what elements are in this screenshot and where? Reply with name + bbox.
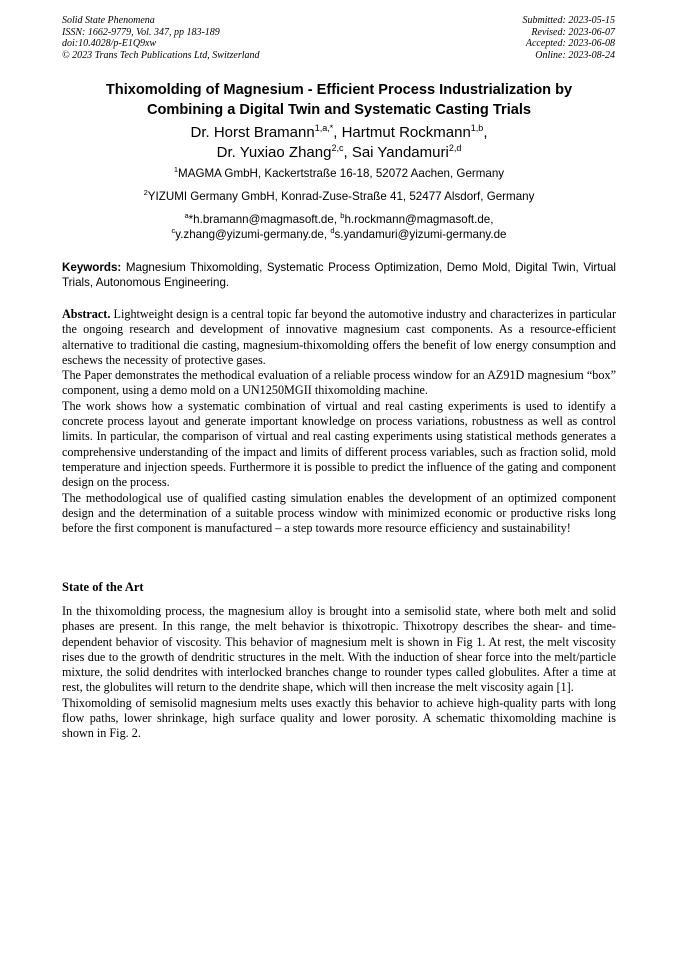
email-list: $^a$*h.bramann@magmasoft.de, $^b$h.rockmann@magmasoft.de, $^c$y.zhang@yizumi-germany.de, $^d$s.yandamuri@yizumi-germany.de	[171, 211, 507, 241]
keywords-label: Keywords:	[62, 261, 122, 274]
email-marker: b	[340, 211, 345, 220]
title-line-1: Thixomolding of Magnesium - Efficient Process Industrialization by	[105, 82, 573, 98]
journal-copyright: © 2023 Trans Tech Publications Ltd, Switzerland	[62, 49, 260, 61]
abstract-paragraph: The Paper demonstrates the methodical evaluation of a reliable process window for an AZ91D magnesium “box” component, using a demo mold on a UN1250MGII thixomolding machine.	[62, 368, 616, 398]
journal-info	[62, 15, 260, 61]
author-affil-marker: 2,d	[448, 142, 462, 153]
author-name: Sai Yandamuri	[351, 143, 449, 161]
email-marker: a	[184, 211, 189, 220]
affiliation-text: YIZUMI Germany GmbH, Konrad-Zuse-Straße 41, 52477 Alsdorf, Germany	[147, 190, 535, 203]
section-paragraph: Thixomolding of semisolid magnesium melts uses exactly this behavior to achieve high-quality parts with long flow paths, lower shrinkage, high surface quality and lower porosity. A schematic thixomolding machine is shown in Fig. 2.	[62, 695, 616, 741]
email-link[interactable]: *h.bramann@magmasoft.de	[188, 213, 334, 226]
author-affil-marker: 1,b	[470, 123, 484, 133]
author-name: Hartmut Rockmann	[341, 124, 471, 141]
abstract-label: Abstract.	[62, 307, 111, 321]
date-accepted: Accepted: 2023-06-08	[525, 38, 615, 50]
email-link[interactable]: h.rockmann@magmasoft.de	[344, 213, 491, 226]
abstract-text: Lightweight design is a central topic far beyond the automotive industry and characterizes in particular the ongoing research and development of innovative magnesium cast components. As a resource-efficient alternative to traditional die casting, magnesium-thixomolding offers the benefit of low energy consumption and eschews the necessity of protective gases.	[62, 307, 617, 367]
paper-title	[62, 81, 616, 120]
abstract-paragraph: The methodological use of qualified casting simulation enables the development of an optimized component design and the determination of a suitable process window with minimized economic or productive risks long before the first component is manufactured – a step towards more resource efficiency and sustainability!	[62, 490, 616, 536]
abstract-paragraph: The work shows how a systematic combination of virtual and real casting experiments is used to identify a concrete process layout and generate important knowledge on process variations, robustness as well as control limits. In particular, the comparison of virtual and real casting experiments using statistical methods generates a comprehensive understanding of the impact and limits of different process variables, such as fraction solid, mold temperature and injection speeds. Furthermore it is possible to predict the influence of the gating and component design on the process.	[62, 398, 616, 490]
author-list: Dr. Horst Bramann$^{1,a,*}$, Hartmut Rockmann$^{1,b}$, Dr. Yuxiao Zhang$^{2,c}$, Sai Yandamuri$^{2,d}$	[190, 123, 488, 161]
affiliation-2	[62, 190, 616, 204]
abstract	[62, 307, 616, 536]
abstract-paragraph	[62, 307, 616, 368]
section-paragraph: In the thixomolding process, the magnesium alloy is brought into a semisolid state, where both melt and solid phases are present. In this range, the melt behavior is thixotropic. Thixotropy describes the shear- and time-dependent behavior of viscosity. This behavior of magnesium melt is shown in Fig 1. At rest, the melt viscosity rises due to the growth of dendritic structures in the melt. With the induction of shear force into the melt/particle mixture, the solid dendrites with interlocked branches change to rounder types called globulites. After a time at rest, the globulites will return to the dendrite shape, which will then increase the melt viscosity again [1].	[62, 604, 616, 695]
date-submitted: Submitted: 2023-05-15	[522, 15, 615, 26]
author-name: Dr. Horst Bramann	[190, 124, 315, 141]
keywords-text: Magnesium Thixomolding, Systematic Process Optimization, Demo Mold, Digital Twin, Virtual Trials, Autonomous Engineering.	[62, 261, 616, 289]
affiliation-marker: 2	[143, 188, 148, 197]
journal-name: Solid State Phenomena	[62, 15, 155, 26]
date-revised: Revised: 2023-06-07	[531, 26, 615, 38]
email-link[interactable]: y.zhang@yizumi-germany.de	[175, 228, 324, 241]
journal-issn: ISSN: 1662-9779, Vol. 347, pp 183-189	[62, 26, 220, 38]
keywords	[62, 261, 616, 291]
affiliation-marker: 1	[173, 165, 179, 174]
journal-doi: doi:10.4028/p-E1Q9xw	[62, 38, 157, 50]
date-online: Online: 2023-08-24	[535, 49, 615, 61]
email-marker: d	[330, 226, 335, 235]
author-affil-marker: 2,c	[331, 142, 344, 153]
email-link[interactable]: s.yandamuri@yizumi-germany.de	[334, 228, 507, 241]
email-marker: c	[171, 226, 176, 235]
author-affil-marker: 1,a,*	[314, 123, 334, 133]
section-body	[62, 604, 616, 742]
affiliation-1	[62, 167, 616, 181]
section-heading: State of the Art	[62, 580, 144, 594]
affiliation-text: MAGMA GmbH, Kackertstraße 16-18, 52072 Aachen, Germany	[178, 167, 505, 180]
title-line-2: Combining a Digital Twin and Systematic Casting Trials	[146, 101, 532, 118]
author-name: Dr. Yuxiao Zhang	[216, 143, 332, 161]
publication-dates	[523, 15, 616, 61]
